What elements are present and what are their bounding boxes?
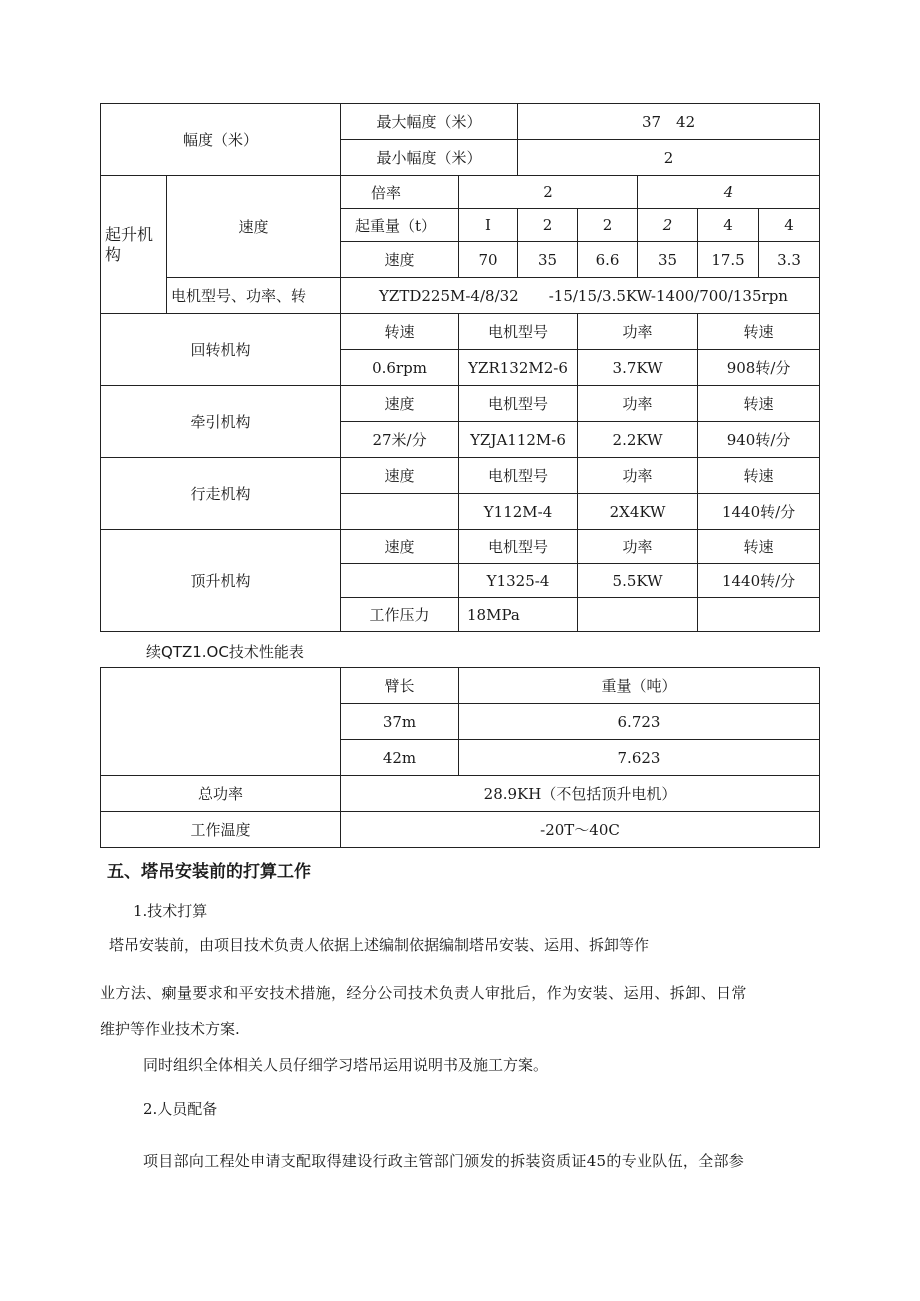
climb-value [341, 564, 459, 598]
trolley-header: 转速 [698, 386, 820, 422]
trolley-header: 电机型号 [459, 386, 578, 422]
slew-value: 0.6rpm [341, 350, 459, 386]
arm-length-value: 37m [341, 704, 459, 740]
travel-header: 速度 [341, 458, 459, 494]
weight-value: 7.623 [459, 740, 820, 776]
travel-header: 转速 [698, 458, 820, 494]
hoist-mechanism-label: 起升机构 [101, 176, 167, 314]
load-value: 2 [518, 209, 578, 242]
load-value: 2 [578, 209, 638, 242]
slew-value: 3.7KW [578, 350, 698, 386]
climb-header: 功率 [578, 530, 698, 564]
slew-value: YZR132M2-6 [459, 350, 578, 386]
travel-value: 1440转/分 [698, 494, 820, 530]
speed-value: 6.6 [578, 242, 638, 278]
climb-header: 电机型号 [459, 530, 578, 564]
table-caption: 续QTZ1.OC技术性能表 [146, 643, 304, 661]
slew-label: 回转机构 [101, 314, 341, 386]
trolley-value: 940转/分 [698, 422, 820, 458]
total-power-label: 总功率 [101, 776, 341, 812]
slew-header: 功率 [578, 314, 698, 350]
speed-value: 35 [638, 242, 698, 278]
speed-value: 35 [518, 242, 578, 278]
tech-performance-table [100, 103, 820, 632]
load-value: 2 [638, 209, 698, 242]
paragraph: 塔吊安装前，由项目技术负责人依据上述编制依据编制塔吊安装、运用、拆卸等作 [109, 936, 650, 954]
trolley-header: 速度 [341, 386, 459, 422]
max-amplitude-value: 37 42 [518, 104, 820, 140]
travel-value: 2X4KW [578, 494, 698, 530]
climb-header: 速度 [341, 530, 459, 564]
climb-value: Y1325-4 [459, 564, 578, 598]
empty-cell [578, 598, 698, 632]
speed-value: 70 [459, 242, 518, 278]
climb-value: 1440转/分 [698, 564, 820, 598]
weight-label: 重量（吨） [459, 668, 820, 704]
slew-header: 电机型号 [459, 314, 578, 350]
load-value: I [459, 209, 518, 242]
trolley-value: 27米/分 [341, 422, 459, 458]
amplitude-label: 幅度（米） [101, 104, 341, 176]
min-amplitude-label: 最小幅度（米） [341, 140, 518, 176]
trolley-label: 牵引机构 [101, 386, 341, 458]
slew-header: 转速 [341, 314, 459, 350]
pressure-value: 18MPa [459, 598, 578, 632]
trolley-header: 功率 [578, 386, 698, 422]
speed-label: 速度 [341, 242, 459, 278]
section-title: 五、塔吊安装前的打算工作 [107, 862, 311, 882]
max-amplitude-label: 最大幅度（米） [341, 104, 518, 140]
trolley-value: 2.2KW [578, 422, 698, 458]
slew-header: 转速 [698, 314, 820, 350]
work-temp-label: 工作温度 [101, 812, 341, 848]
subheading-technical: 1.技术打算 [133, 902, 208, 920]
empty-cell [698, 598, 820, 632]
trolley-value: YZJA112M-6 [459, 422, 578, 458]
min-amplitude-value: 2 [518, 140, 820, 176]
travel-label: 行走机构 [101, 458, 341, 530]
paragraph: 维护等作业技术方案. [100, 1020, 240, 1038]
empty-cell [101, 668, 341, 776]
motor-label: 电机型号、功率、转 [167, 278, 341, 314]
slew-value: 908转/分 [698, 350, 820, 386]
load-value: 4 [759, 209, 820, 242]
arm-length-label: 臂长 [341, 668, 459, 704]
load-value: 4 [698, 209, 759, 242]
speed-group-label: 速度 [167, 176, 341, 278]
travel-value [341, 494, 459, 530]
travel-value: Y112M-4 [459, 494, 578, 530]
ratio-2: 2 [459, 176, 638, 209]
climb-label: 顶升机构 [101, 530, 341, 632]
arm-length-value: 42m [341, 740, 459, 776]
weight-value: 6.723 [459, 704, 820, 740]
speed-value: 17.5 [698, 242, 759, 278]
travel-header: 电机型号 [459, 458, 578, 494]
climb-header: 转速 [698, 530, 820, 564]
ratio-4: 4 [638, 176, 820, 209]
ratio-label: 倍率 [341, 176, 459, 209]
climb-value: 5.5KW [578, 564, 698, 598]
work-temp-value: -20T～40C [341, 812, 820, 848]
paragraph: 业方法、瘌量要求和平安技术措施，经分公司技术负责人审批后，作为安装、运用、拆卸、日常 [100, 984, 747, 1002]
speed-value: 3.3 [759, 242, 820, 278]
weight-table [100, 667, 820, 848]
load-label: 起重量（t） [341, 209, 459, 242]
subheading-staffing: 2.人员配备 [143, 1100, 218, 1118]
motor-value: YZTD225M-4/8/32 -15/15/3.5KW-1400/700/135rpn [341, 278, 820, 314]
pressure-label: 工作压力 [341, 598, 459, 632]
paragraph: 项目部向工程处申请支配取得建设行政主管部门颁发的拆装资质证45的专业队伍，全部参 [143, 1152, 745, 1170]
travel-header: 功率 [578, 458, 698, 494]
total-power-value: 28.9KH（不包括顶升电机） [341, 776, 820, 812]
paragraph: 同时组织全体相关人员仔细学习塔吊运用说明书及施工方案。 [143, 1056, 549, 1074]
